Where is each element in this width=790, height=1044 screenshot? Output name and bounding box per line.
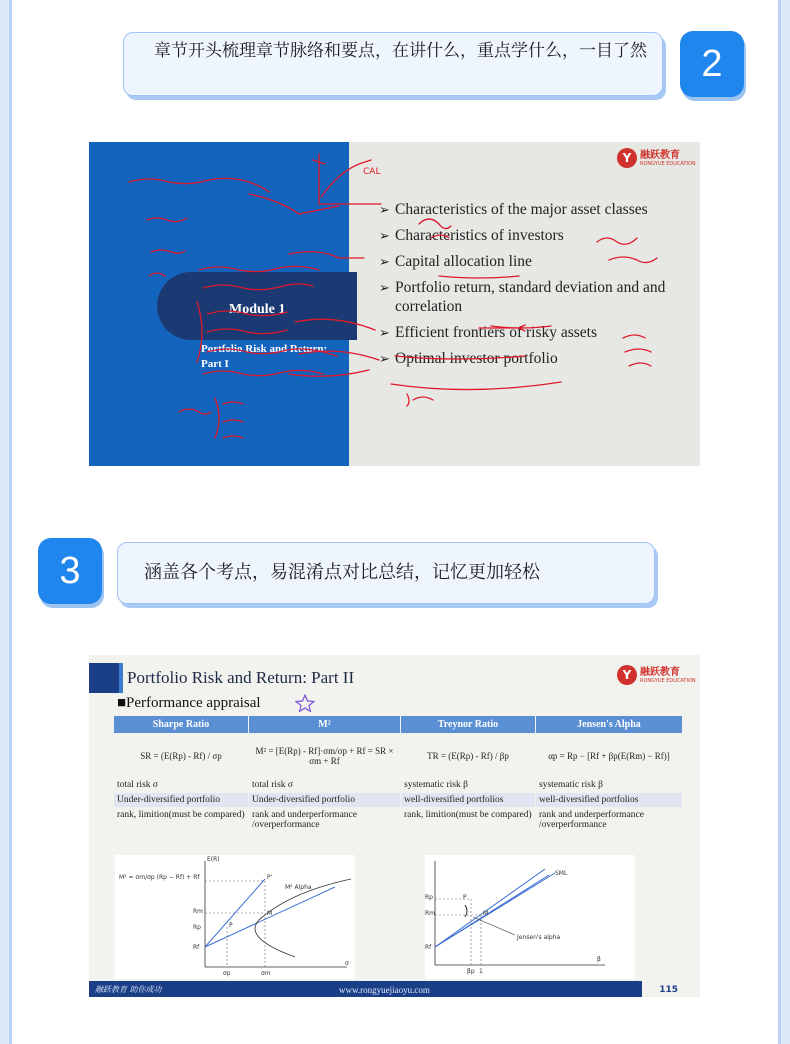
table-cell: Under-diversified portfolio — [249, 793, 401, 808]
table-cell: rank and underperformance /overperformance — [249, 808, 401, 833]
graph-x-tick: βp — [467, 968, 475, 975]
logo-icon: Y — [617, 148, 637, 168]
table-header: M² — [249, 716, 401, 734]
graph-x-label: β — [597, 956, 601, 963]
table-cell: total risk σ — [249, 778, 401, 793]
page-number: 115 — [659, 985, 678, 995]
bullet-item: ➢ Capital allocation line — [381, 252, 700, 271]
table-header: Treynor Ratio — [401, 716, 536, 734]
table-cell: Under-diversified portfolio — [114, 793, 249, 808]
feature-bubble-3 — [117, 542, 655, 604]
graph-x-tick: σp — [223, 970, 231, 977]
table-cell: well-diversified portfolios — [536, 793, 683, 808]
m2-graph — [115, 855, 355, 979]
performance-table — [113, 715, 683, 833]
graph-y-tick: Rf — [193, 944, 200, 951]
slide-2-subtitle: ■Performance appraisal — [117, 695, 261, 711]
bullet-item: ➢ Efficient frontiers of risky assets — [381, 323, 700, 342]
graph-y-tick: Rf — [425, 944, 432, 951]
step-badge-2 — [680, 31, 744, 97]
table-cell: rank and underperformance /overperformance — [536, 808, 683, 833]
graph-point-label: P' — [267, 874, 273, 881]
formula-cell: M² = [E(Rp) - Rf]·σm/σp + Rf = SR × σm + Rf — [249, 734, 401, 778]
graph-annotation: M² Alpha — [285, 884, 312, 891]
title-bar-accent — [89, 663, 119, 693]
table-header: Sharpe Ratio — [114, 716, 249, 734]
slide-2-logo — [617, 665, 696, 685]
module-title: Module 1 — [229, 302, 286, 317]
graph-x-tick: σm — [261, 970, 271, 977]
bullet-item: ➢ Portfolio return, standard deviation and and correlation — [381, 278, 700, 316]
logo-en: RONGYUE EDUCATION — [640, 160, 696, 167]
slide-2-title: Portfolio Risk and Return: Part II — [127, 668, 355, 687]
handwritten-annotations — [89, 142, 700, 466]
table-header: Jensen's Alpha — [536, 716, 683, 734]
graph-point-label: P — [229, 922, 233, 929]
footer-page-box — [642, 981, 700, 997]
footer-slogan: 融跃教育 助你成功 — [95, 985, 162, 994]
graph-x-label: σ — [345, 960, 349, 967]
logo-text: 融跃教育 — [640, 666, 680, 678]
bullet-item: ➢ Optimal investor portfolio — [381, 349, 700, 368]
feature-bubble-3-text: 涵盖各个考点，易混淆点对比总结，记忆更加轻松 — [144, 562, 540, 583]
graph-formula: M² = σm/σp (Rp − Rf) + Rf — [119, 874, 200, 881]
feature-bubble-2-text: 章节开头梳理章节脉络和要点，在讲什么，重点学什么，一目了然 — [154, 41, 647, 61]
logo-text: 融跃教育 — [640, 149, 680, 161]
graph-line-label: SML — [555, 870, 568, 877]
graph-point-label: P — [463, 894, 467, 901]
graph-annotation: Jensen's alpha — [517, 934, 561, 941]
table-cell: rank, limition(must be compared) — [401, 808, 536, 833]
star-icon — [295, 694, 315, 712]
graph-y-label: E(R) — [207, 856, 220, 863]
table-cell: rank, limition(must be compared) — [114, 808, 249, 833]
jensen-alpha-graph — [425, 855, 635, 979]
graph-x-tick: 1 — [479, 968, 483, 975]
cal-label: CAL — [363, 167, 381, 177]
graph-y-tick: Rp — [425, 894, 433, 901]
table-cell: systematic risk β — [401, 778, 536, 793]
step-badge-3-number: 3 — [59, 549, 81, 592]
graph-y-tick: Rp — [193, 924, 201, 931]
logo-icon: Y — [617, 665, 637, 685]
bullet-item: ➢ Characteristics of investors — [381, 226, 700, 245]
step-badge-2-number: 2 — [701, 42, 723, 85]
lecture-slide-1 — [89, 142, 700, 466]
graph-point-label: M — [267, 910, 273, 917]
graph-y-tick: Rm — [193, 908, 204, 915]
bullet-item: ➢ Characteristics of the major asset classes — [381, 200, 700, 219]
title-bar-accent-2 — [119, 663, 123, 693]
graph-point-label: M — [483, 910, 489, 917]
step-badge-3 — [38, 538, 102, 604]
table-cell: total risk σ — [114, 778, 249, 793]
footer-url: www.rongyuejiaoyu.com — [339, 985, 430, 995]
lecture-slide-2 — [89, 655, 700, 997]
table-cell: well-diversified portfolios — [401, 793, 536, 808]
formula-cell: TR = (E(Rp) - Rf) / βp — [401, 734, 536, 778]
table-cell: systematic risk β — [536, 778, 683, 793]
module-subtitle: Portfolio Risk and Return: Part I — [201, 343, 328, 370]
feature-bubble-2 — [123, 32, 663, 96]
formula-cell: αp = Rp − [Rf + βp(E(Rm) − Rf)] — [536, 734, 683, 778]
graph-y-tick: Rm — [425, 910, 436, 917]
formula-cell: SR = (E(Rp) - Rf) / σp — [114, 734, 249, 778]
logo-en: RONGYUE EDUCATION — [640, 677, 696, 684]
